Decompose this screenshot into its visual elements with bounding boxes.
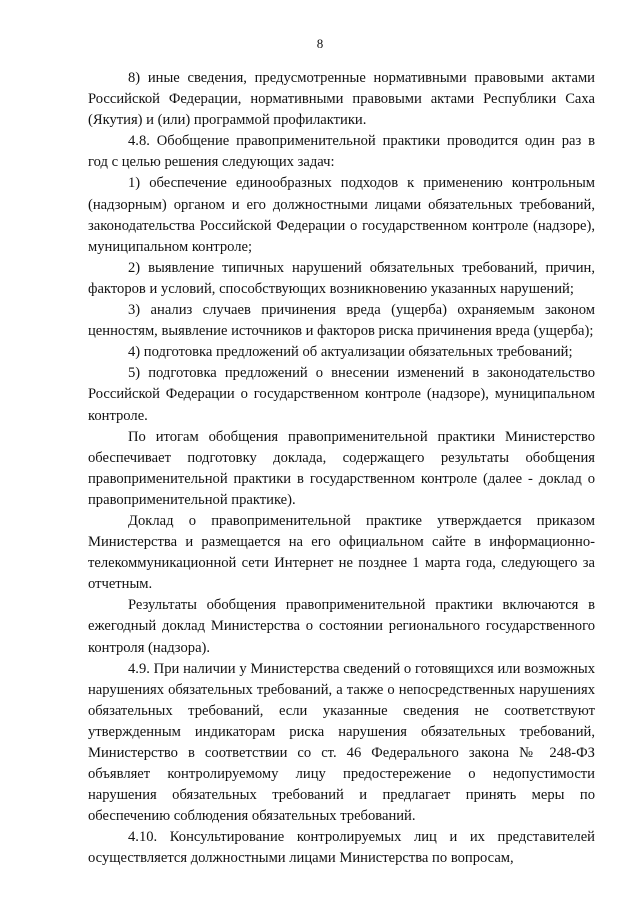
paragraph-report-preparation: По итогам обобщения правоприменительной практики Министерство обеспечивает подготовку доклада, содержащего результаты обобщения правоприменительной практики в государственном контроле (далее - доклад о правоприменительной практике). [88, 428, 595, 508]
paragraph-annual-report: Результаты обобщения правоприменительной практики включаются в ежегодный доклад Министерства о состоянии регионального государственного контроля (надзора). [88, 597, 595, 656]
paragraph-task-1: 1) обеспечение единообразных подходов к применению контрольным (надзорным) органом и его должностными лицами обязательных требований, законодательства Российской Федерации о государственном контроле (надзоре), муниципальном контроле; [88, 175, 595, 255]
paragraph-item-8: 8) иные сведения, предусмотренные нормативными правовыми актами Российской Федерации, нормативными правовыми актами Республики Саха (Якутия) и (или) программой профилактики. [88, 70, 595, 129]
page-number: 8 [316, 36, 324, 51]
page-body [88, 68, 595, 870]
paragraph-4-9: 4.9. При наличии у Министерства сведений о готовящихся или возможных нарушениях обязательных требований, а также о непосредственных нарушениях обязательных требований, если указанные сведения не соответствуют утвержденным индикаторам риска нарушения обязательных требований, Министерство в соответствии со ст. 46 Федерального закона № 248-ФЗ объявляет контролируемому лицу предостережение о недопустимости нарушения обязательных требований и предлагает принять меры по обеспечению соблюдения обязательных требований. [88, 660, 595, 825]
paragraph-4-8: 4.8. Обобщение правоприменительной практики проводится один раз в год с целью решения следующих задач: [88, 133, 595, 171]
paragraph-task-5: 5) подготовка предложений о внесении изменений в законодательство Российской Федерации о государственном контроле (надзоре), муниципальном контроле. [88, 365, 595, 424]
paragraph-4-10: 4.10. Консультирование контролируемых лиц и их представителей осуществляется должностными лицами Министерства по вопросам, [88, 829, 595, 867]
paragraph-task-4: 4) подготовка предложений об актуализации обязательных требований; [128, 344, 573, 361]
paragraph-report-approval: Доклад о правоприменительной практике утверждается приказом Министерства и размещается на его официальном сайте в информационно-телекоммуникационной сети Интернет не позднее 1 марта года, следующего за отчетным. [88, 512, 595, 593]
paragraph-task-2: 2) выявление типичных нарушений обязательных требований, причин, факторов и условий, способствующих возникновению указанных нарушений; [88, 259, 595, 297]
paragraph-task-3: 3) анализ случаев причинения вреда (ущерба) охраняемым законом ценностям, выявление источников и факторов риска причинения вреда (ущерба); [88, 302, 595, 340]
